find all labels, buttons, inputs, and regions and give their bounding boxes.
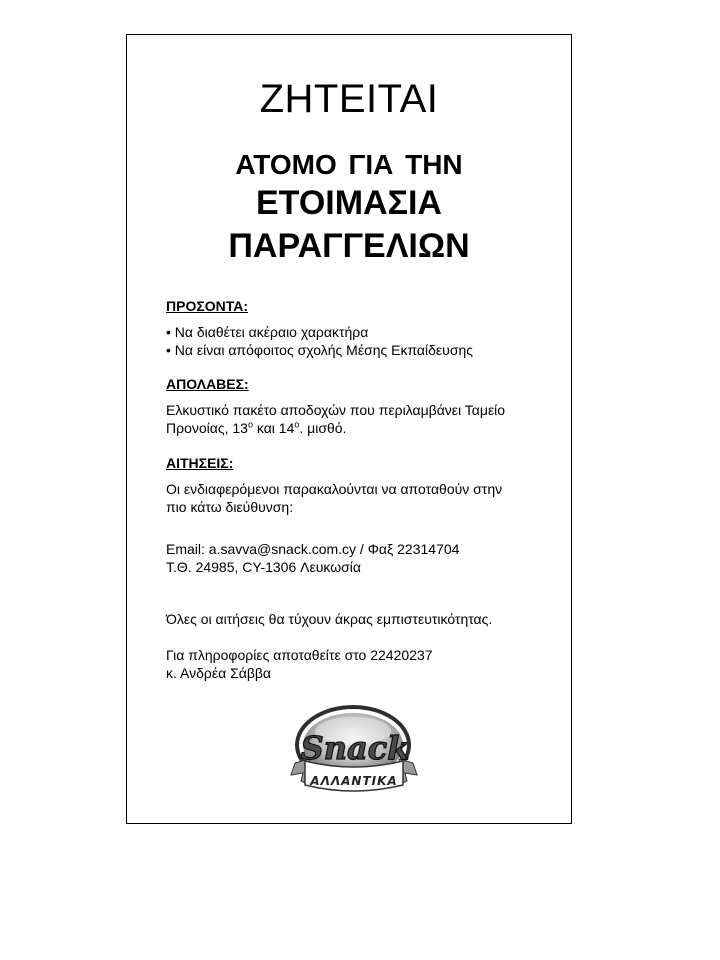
contact-email-fax: Email: a.savva@snack.com.cy / Φαξ 22314704 <box>166 541 460 557</box>
info-phone: Για πληροφορίες αποταθείτε στο 22420237 <box>166 647 433 663</box>
benefits-line2: Προνοίας, $13^o$ και $14^o$. μισθό. <box>166 419 347 436</box>
benefits-section <box>166 375 566 437</box>
ad-title: ΖΗΤΕΙΤΑΙ <box>259 77 439 121</box>
job-ad-frame <box>126 34 572 824</box>
ad-subtitle: ΑΤΟΜΟ ΓΙΑ ΤΗΝ <box>235 149 463 180</box>
logo-tagline: ΑΛΛΑΝΤΙΚΑ <box>310 774 398 788</box>
contact-address: Τ.Θ. 24985, CY-1306 Λευκωσία <box>166 559 361 575</box>
contact-section <box>166 540 566 576</box>
benefits-line1: Ελκυστικό πακέτο αποδοχών που περιλαμβάνει Ταμείο <box>166 402 506 418</box>
qualification-item: • Να είναι απόφοιτος σχολής Μέσης Εκπαίδευσης <box>166 342 473 358</box>
qualification-item: • Να διαθέτει ακέραιο χαρακτήρα <box>166 324 369 340</box>
applications-section <box>166 454 566 516</box>
applications-line1: Οι ενδιαφερόμενοι παρακαλούνται να αποταθούν στην <box>166 481 503 497</box>
qualifications-section <box>166 297 566 359</box>
info-contact-person: κ. Ανδρέα Σάββα <box>166 665 272 681</box>
info-section <box>166 646 566 682</box>
benefits-heading: ΑΠΟΛΑΒΕΣ: <box>166 376 249 392</box>
qualifications-heading: ΠΡΟΣΟΝΤΑ: <box>166 298 249 314</box>
confidentiality-note: Όλες οι αιτήσεις θα τύχουν άκρας εμπιστευτικότητας. <box>166 611 493 627</box>
snack-logo <box>281 701 427 797</box>
logo-brand-text: Snack <box>300 729 410 767</box>
ad-position-line2: ΠΑΡΑΓΓΕΛΙΩΝ <box>228 227 470 265</box>
applications-heading: ΑΙΤΗΣΕΙΣ: <box>166 455 234 471</box>
ad-position-line1: ΕΤΟΙΜΑΣΙΑ <box>255 184 442 222</box>
applications-line2: πιο κάτω διεύθυνση: <box>166 499 294 515</box>
